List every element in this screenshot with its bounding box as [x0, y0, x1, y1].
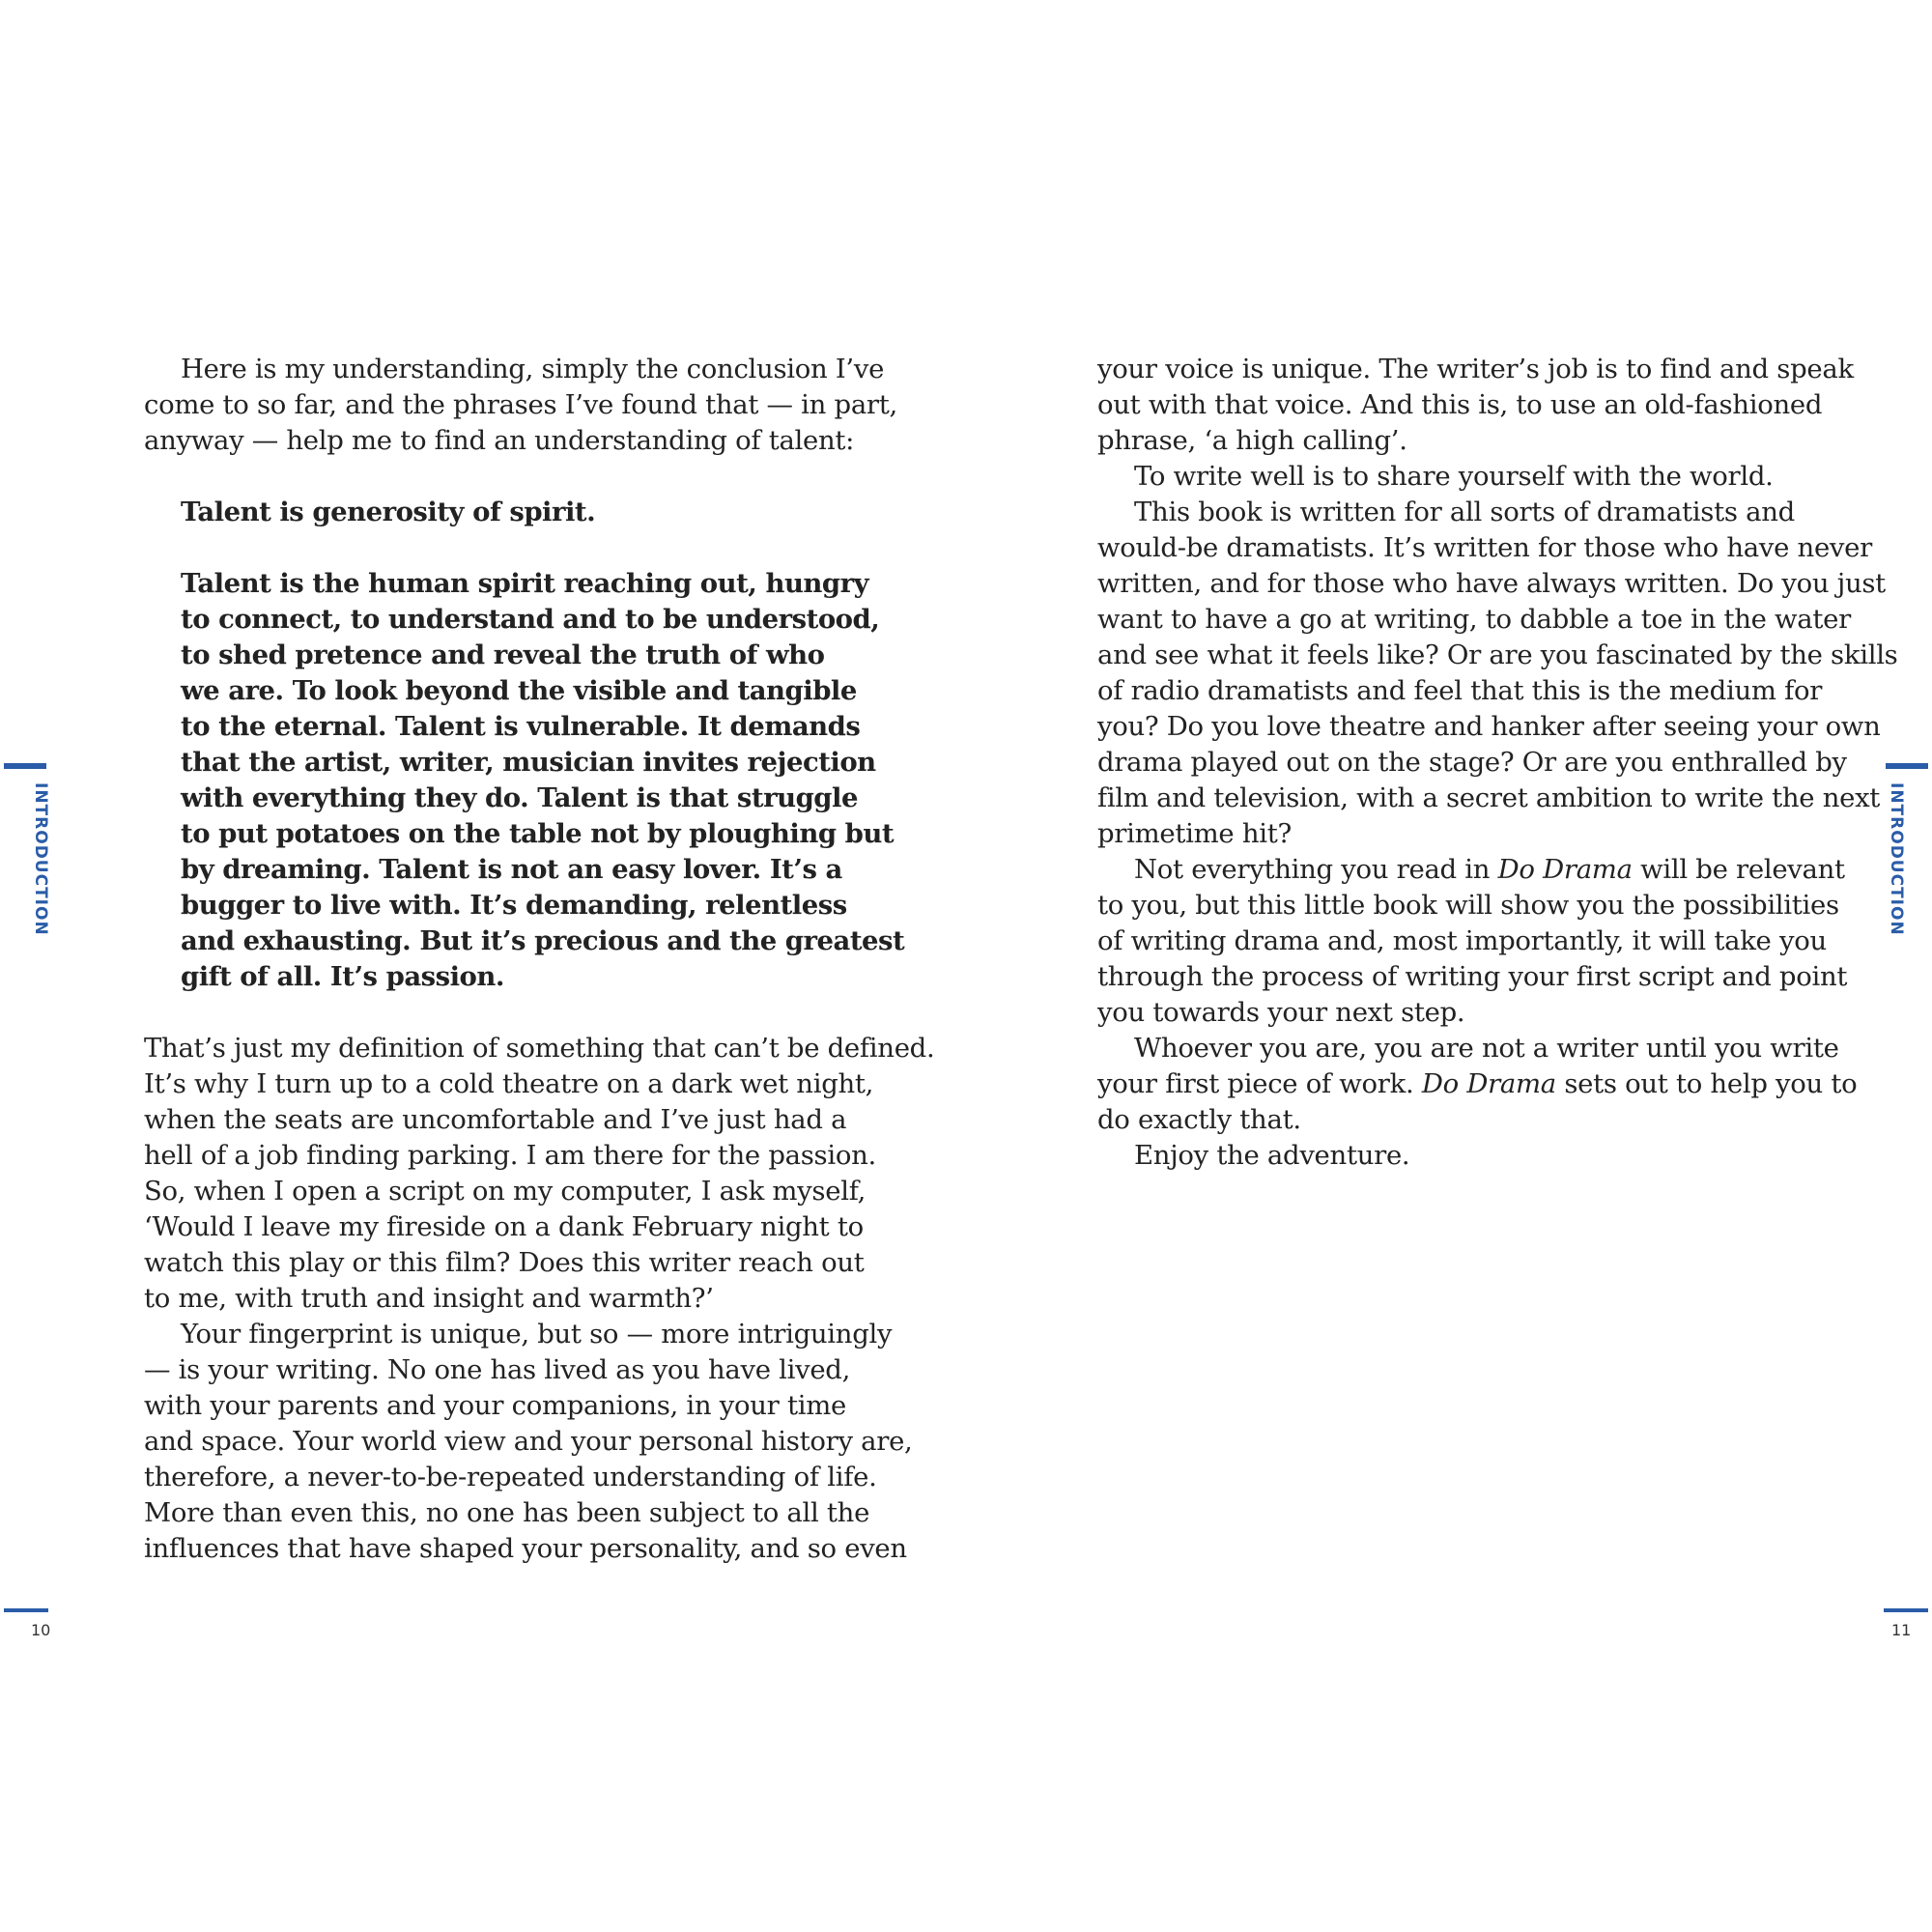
quote-line: by dreaming. Talent is not an easy lover. It’s a — [181, 854, 842, 885]
paragraph-line: your voice is unique. The writer’s job is to find and speak — [1097, 354, 1854, 384]
paragraph-line: to you, but this little book will show you the possibilities — [1097, 890, 1839, 921]
quote-line: bugger to live with. It’s demanding, relentless — [181, 890, 847, 921]
right-section-tab — [1886, 763, 1928, 769]
paragraph-line: written, and for those who have always written. Do you just — [1097, 568, 1886, 599]
paragraph-line: through the process of writing your first script and point — [1097, 961, 1848, 992]
paragraph-line: Whoever you are, you are not a writer until you write — [1134, 1033, 1839, 1064]
quote-line: to shed pretence and reveal the truth of who — [181, 639, 825, 670]
paragraph-line: therefore, a never-to-be-repeated understanding of life. — [144, 1462, 877, 1492]
text-run: your first piece of work. — [1097, 1068, 1422, 1099]
right-page-number: 11 — [1891, 1621, 1912, 1639]
paragraph-line: you towards your next step. — [1097, 997, 1465, 1028]
paragraph-line: ‘Would I leave my fireside on a dank February night to — [144, 1211, 864, 1242]
quote-line: we are. To look beyond the visible and tangible — [181, 675, 857, 706]
quote-line: to the eternal. Talent is vulnerable. It demands — [181, 711, 861, 742]
paragraph-line: and space. Your world view and your personal history are, — [144, 1426, 913, 1457]
quote-line: to connect, to understand and to be understood, — [181, 604, 880, 635]
quote-line: with everything they do. Talent is that struggle — [181, 782, 858, 813]
paragraph-line: hell of a job finding parking. I am there for the passion. — [144, 1140, 876, 1171]
quote-line: to put potatoes on the table not by ploughing but — [181, 818, 895, 849]
book-title: Do Drama — [1497, 854, 1633, 885]
paragraph-line: and see what it feels like? Or are you fascinated by the skills — [1097, 639, 1898, 670]
paragraph-line: phrase, ‘a high calling’. — [1097, 425, 1407, 456]
left-folio-rule — [4, 1608, 48, 1612]
left-page-number: 10 — [31, 1621, 51, 1639]
left-page-text — [144, 352, 935, 1567]
paragraph-line: want to have a go at writing, to dabble a toe in the water — [1097, 604, 1851, 635]
paragraph-line: It’s why I turn up to a cold theatre on a dark wet night, — [144, 1068, 874, 1099]
paragraph-line: — is your writing. No one has lived as you have lived, — [144, 1354, 851, 1385]
text-run: will be relevant — [1632, 854, 1845, 885]
paragraph-line: This book is written for all sorts of dramatists and — [1134, 497, 1795, 527]
intro-line: come to so far, and the phrases I’ve found that — in part, — [144, 389, 897, 420]
paragraph-line: More than even this, no one has been subject to all the — [144, 1497, 870, 1528]
paragraph-line — [1097, 1066, 1858, 1102]
paragraph-line: do exactly that. — [1097, 1104, 1301, 1135]
book-title: Do Drama — [1421, 1068, 1556, 1099]
paragraph-line: with your parents and your companions, in your time — [144, 1390, 846, 1421]
quote-line: gift of all. It’s passion. — [181, 961, 504, 992]
paragraph-line: when the seats are uncomfortable and I’ve just had a — [144, 1104, 847, 1135]
right-folio-rule — [1884, 1608, 1928, 1612]
paragraph-line: drama played out on the stage? Or are you enthralled by — [1097, 747, 1847, 778]
paragraph-line: of writing drama and, most importantly, it will take you — [1097, 925, 1827, 956]
quote-line: Talent is the human spirit reaching out, hungry — [181, 568, 869, 599]
paragraph-line: Your fingerprint is unique, but so — more intriguingly — [181, 1319, 893, 1350]
paragraph-line: you? Do you love theatre and hanker after seeing your own — [1097, 711, 1881, 742]
paragraph-line: That’s just my definition of something that can’t be defined. — [144, 1033, 935, 1064]
paragraph-line: Enjoy the adventure. — [1134, 1140, 1410, 1171]
quote-line: Talent is generosity of spirit. — [181, 497, 596, 527]
intro-line: anyway — help me to find an understanding of talent: — [144, 425, 855, 456]
paragraph-line: primetime hit? — [1097, 818, 1292, 849]
left-section-tab — [4, 763, 46, 769]
right-section-label: INTRODUCTION — [1887, 782, 1906, 936]
paragraph-line: to me, with truth and insight and warmth?’ — [144, 1283, 714, 1314]
intro-line: Here is my understanding, simply the conclusion I’ve — [181, 354, 885, 384]
paragraph-line: watch this play or this film? Does this writer reach out — [144, 1247, 865, 1278]
paragraph-line — [1097, 852, 1845, 888]
paragraph-line: So, when I open a script on my computer, I ask myself, — [144, 1176, 867, 1207]
paragraph-line: influences that have shaped your personality, and so even — [144, 1533, 907, 1564]
paragraph-line: To write well is to share yourself with the world. — [1134, 461, 1774, 492]
quote-line: that the artist, writer, musician invites rejection — [181, 747, 876, 778]
text-run: Not everything you read in — [1134, 854, 1498, 885]
quote-line: and exhausting. But it’s precious and the greatest — [181, 925, 905, 956]
paragraph-line: film and television, with a secret ambition to write the next — [1097, 782, 1881, 813]
paragraph-line: out with that voice. And this is, to use an old-fashioned — [1097, 389, 1823, 420]
paragraph-line: would-be dramatists. It’s written for those who have never — [1097, 532, 1872, 563]
text-run: sets out to help you to — [1555, 1068, 1858, 1099]
left-section-label: INTRODUCTION — [31, 782, 50, 936]
paragraph-line: of radio dramatists and feel that this is the medium for — [1097, 675, 1823, 706]
